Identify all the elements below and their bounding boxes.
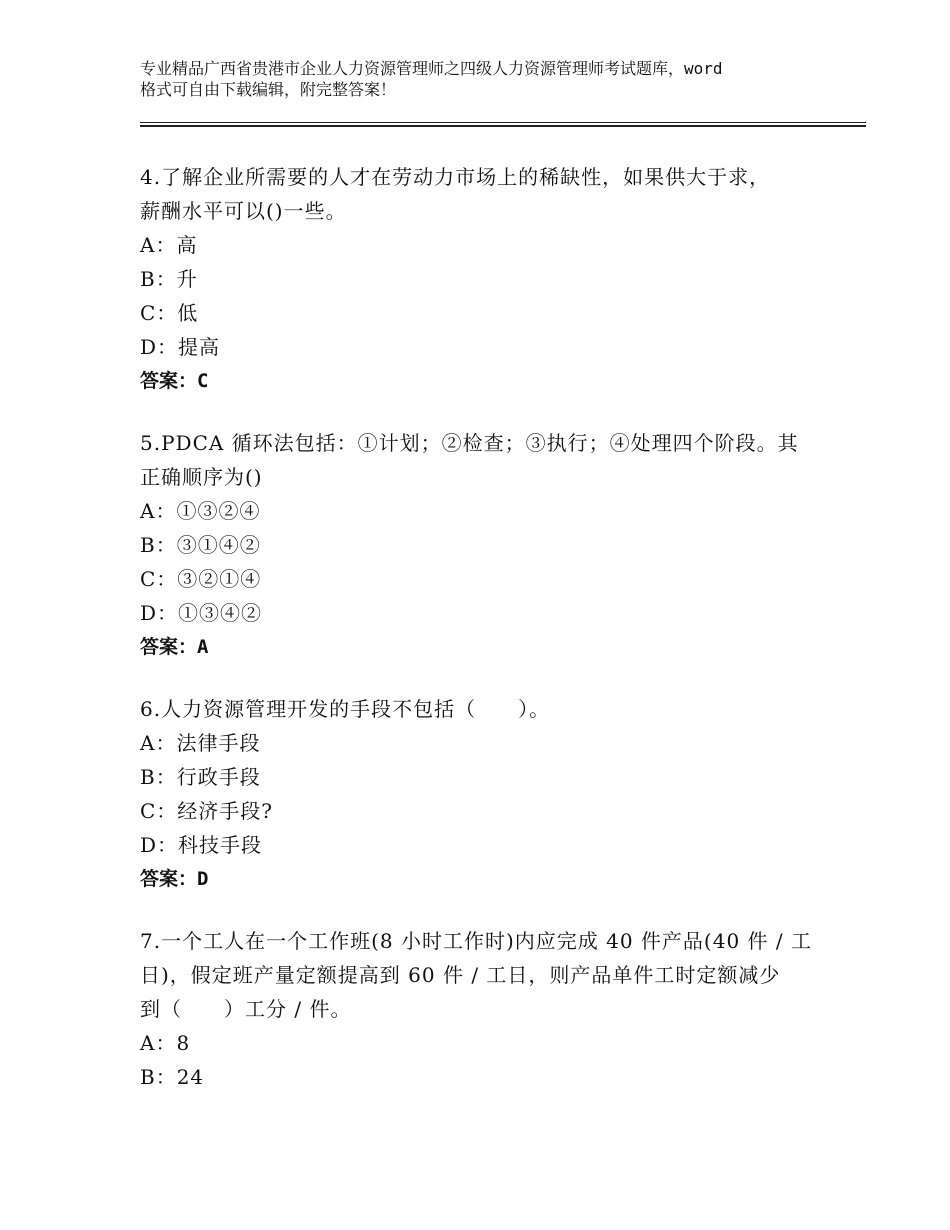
header-rule-thick <box>140 125 866 127</box>
question-stem-line: 薪酬水平可以()一些。 <box>140 199 347 223</box>
option-b: B：24 <box>140 1065 205 1089</box>
option-a: A：①③②④ <box>140 499 261 523</box>
question-stem-line: 5.PDCA 循环法包括：①计划；②检查；③执行；④处理四个阶段。其 <box>140 431 799 455</box>
answer-label: 答案：D <box>140 868 209 890</box>
question-stem-line: 4.了解企业所需要的人才在劳动力市场上的稀缺性，如果供大于求， <box>140 165 771 189</box>
document-header <box>140 58 840 100</box>
option-c: C：经济手段? <box>140 799 274 823</box>
option-d: D：①③④② <box>140 601 263 625</box>
option-d: D：提高 <box>140 335 221 359</box>
option-c: C：低 <box>140 301 199 325</box>
header-line-1: 专业精品广西省贵港市企业人力资源管理师之四级人力资源管理师考试题库，word <box>140 59 723 78</box>
question-7 <box>140 924 830 1094</box>
question-stem-line: 日)，假定班产量定额提高到 60 件 / 工日，则产品单件工时定额减少 <box>140 963 781 987</box>
question-stem-line: 正确顺序为() <box>140 465 263 489</box>
question-stem-line: 6.人力资源管理开发的手段不包括（ ）。 <box>140 697 551 721</box>
question-5 <box>140 426 830 664</box>
option-a: A：法律手段 <box>140 731 261 755</box>
option-b: B：③①④② <box>140 533 261 557</box>
answer-label: 答案：A <box>140 636 209 658</box>
header-line-2: 格式可自由下载编辑，附完整答案！ <box>140 80 397 99</box>
question-stem-line: 到（ ）工分 / 件。 <box>140 997 352 1021</box>
option-b: B：升 <box>140 267 198 291</box>
question-list <box>140 160 830 1122</box>
option-a: A：高 <box>140 233 198 257</box>
header-rule-thin <box>140 122 866 123</box>
question-4 <box>140 160 830 398</box>
question-stem-line: 7.一个工人在一个工作班(8 小时工作时)内应完成 40 件产品(40 件 / 工 <box>140 929 812 953</box>
option-a: A：8 <box>140 1031 191 1055</box>
option-d: D：科技手段 <box>140 833 263 857</box>
option-c: C：③②①④ <box>140 567 262 591</box>
question-6 <box>140 692 830 896</box>
option-b: B：行政手段 <box>140 765 261 789</box>
answer-label: 答案：C <box>140 370 209 392</box>
